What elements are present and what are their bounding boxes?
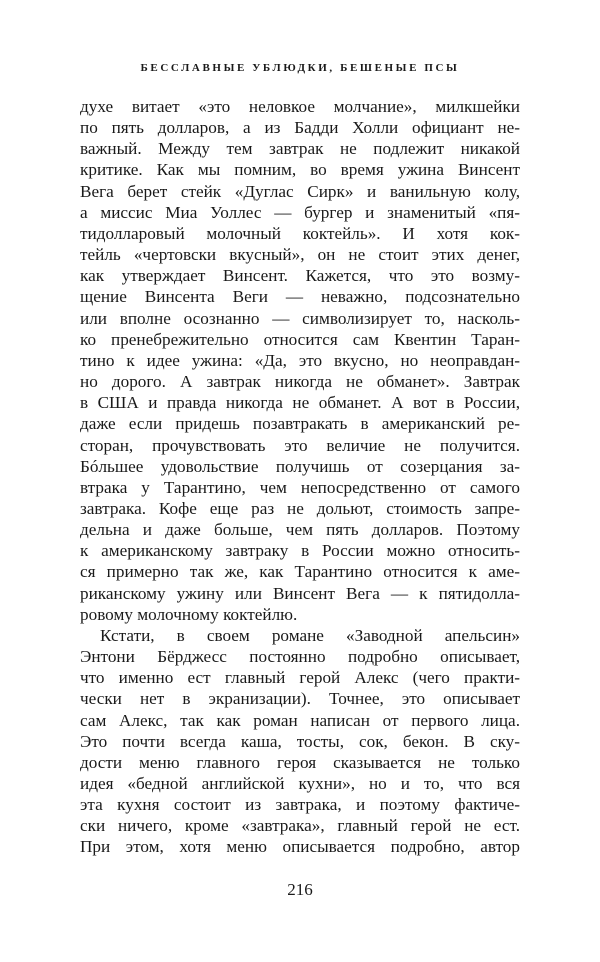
text-line: дости меню главного героя сказывается не только xyxy=(80,752,520,772)
text-line: критике. Как мы помним, во время ужина Винсент xyxy=(80,160,520,180)
text-line: духе витает «это неловкое молчание», милкшейки xyxy=(80,97,520,116)
running-header: БЕССЛАВНЫЕ УБЛЮДКИ, БЕШЕНЫЕ ПСЫ xyxy=(140,62,460,74)
text-line: к американскому завтраку в России можно относить- xyxy=(80,541,520,561)
text-line: сторан, прочувствовать это величие не получится. xyxy=(80,435,520,455)
text-line: щение Винсента Веги — неважно, подсознательно xyxy=(80,287,520,307)
page-number: 216 xyxy=(287,880,313,899)
text-line: завтрака. Кофе еще раз не дольют, стоимость запре- xyxy=(80,498,520,518)
text-line: Энтони Бёрджесс постоянно подробно описывает, xyxy=(80,647,520,667)
text-line: При этом, хотя меню описывается подробно, автор xyxy=(80,837,520,857)
text-line: тино к идее ужина: «Да, это вкусно, но неоправдан- xyxy=(80,350,520,370)
text-line: что именно ест главный герой Алекс (чего практи- xyxy=(80,668,520,688)
text-line: дельна и даже больше, чем пять долларов. Поэтому xyxy=(80,520,520,540)
text-line: или вполне осознанно — символизирует то, насколь- xyxy=(80,308,520,328)
page-body-text xyxy=(80,96,520,858)
text-line: чески нет в экранизации). Точнее, это описывает xyxy=(80,689,520,709)
text-line: Вега берет стейк «Дуглас Сирк» и ванильную колу, xyxy=(80,181,520,201)
text-line: тидолларовый молочный коктейль». И хотя кок- xyxy=(80,223,520,243)
text-line: даже если придешь позавтракать в американский ре- xyxy=(80,414,520,434)
text-line: идея «бедной английской кухни», но и то, что вся xyxy=(80,774,520,793)
text-line: но дорого. А завтрак никогда не обманет». Завтрак xyxy=(80,372,520,392)
paragraph xyxy=(80,96,520,625)
paragraph xyxy=(80,625,520,858)
text-line: втрака у Тарантино, чем непосредственно от самого xyxy=(80,477,520,497)
text-line: Бóльшее удовольствие получишь от созерцания за- xyxy=(80,456,520,476)
text-line: Это почти всегда каша, тосты, сок, бекон. В ску- xyxy=(80,731,520,751)
text-line: по пять долларов, а из Бадди Холли официант не- xyxy=(80,118,520,138)
text-line: ровому молочному коктейлю. xyxy=(80,604,298,624)
text-line: Кстати, в своем романе «Заводной апельсин» xyxy=(100,625,520,645)
text-line: риканскому ужину или Винсент Вега — к пятидолла- xyxy=(80,583,520,603)
text-line: ся примерно так же, как Тарантино относится к аме- xyxy=(80,562,520,582)
text-line: тейль «чертовски вкусный», он не стоит этих денег, xyxy=(80,245,520,265)
text-line: как утверждает Винсент. Кажется, что это возму- xyxy=(80,266,520,286)
text-line: а миссис Миа Уоллес — бургер и знаменитый «пя- xyxy=(80,202,520,222)
text-line: в США и правда никогда не обманет. А вот в России, xyxy=(80,393,520,413)
text-line: важный. Между тем завтрак не подлежит никакой xyxy=(80,139,520,159)
text-line: эта кухня состоит из завтрака, и поэтому фактиче- xyxy=(80,795,520,815)
text-line: ски ничего, кроме «завтрака», главный герой не ест. xyxy=(80,816,520,836)
text-line: сам Алекс, так как роман написан от первого лица. xyxy=(80,710,520,730)
text-line: ко пренебрежительно относится сам Квентин Таран- xyxy=(80,329,520,349)
